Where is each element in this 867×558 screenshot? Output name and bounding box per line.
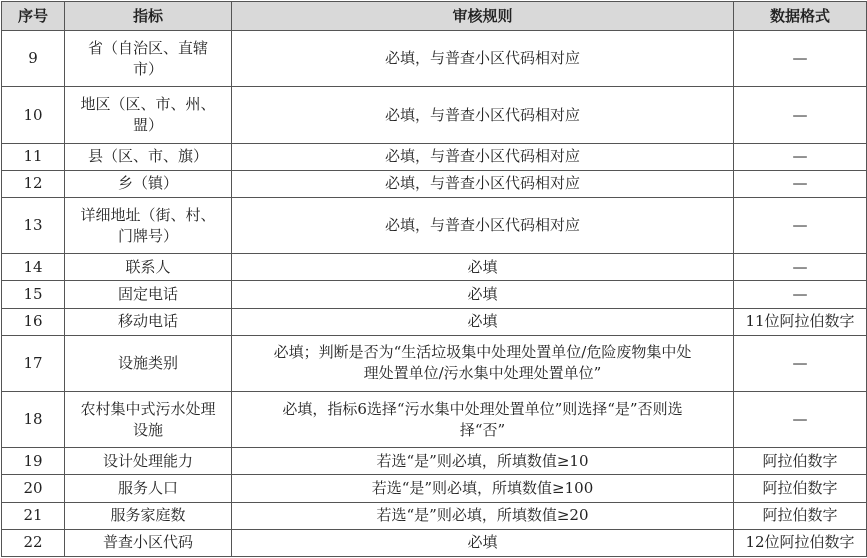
cell-indicator [65,143,232,170]
cell-indicator [65,335,232,391]
cell-seq: 20 [2,475,65,502]
cell-seq: 22 [2,529,65,556]
indicator-line: 乡（镇） [117,174,178,193]
table-row [2,281,867,308]
rule-line: 择“否” [459,420,506,439]
cell-format: — [734,392,867,448]
cell-indicator [65,529,232,556]
rule-line: 必填，与普查小区代码相对应 [384,174,580,193]
cell-rule [232,335,734,391]
rule-line: 必填，指标6选择“污水集中处理处置单位”则选择“是”否则选 [282,399,683,418]
cell-rule [232,170,734,197]
cell-rule [232,31,734,87]
table-row [2,87,867,143]
cell-format: — [734,143,867,170]
rule-line: 必填，与普查小区代码相对应 [384,216,580,235]
cell-seq: 17 [2,335,65,391]
table-body [2,31,867,557]
indicator-line: 盟） [132,116,163,135]
table-row [2,254,867,281]
cell-seq: 12 [2,170,65,197]
indicator-line: 设计处理能力 [102,451,193,470]
indicator-line: 详细地址（街、村、 [80,205,216,224]
table-row [2,335,867,391]
cell-rule [232,143,734,170]
table-row [2,529,867,556]
table-row [2,448,867,475]
cell-format: 阿拉伯数字 [734,502,867,529]
cell-indicator [65,87,232,143]
indicator-line: 普查小区代码 [102,533,193,552]
cell-format: — [734,87,867,143]
cell-rule [232,254,734,281]
cell-seq: 9 [2,31,65,87]
cell-indicator [65,281,232,308]
cell-indicator [65,254,232,281]
cell-seq: 14 [2,254,65,281]
cell-format: 阿拉伯数字 [734,475,867,502]
cell-rule [232,529,734,556]
indicator-line: 移动电话 [117,312,178,331]
rule-line: 若选“是”则必填，所填数值≥10 [376,451,589,470]
cell-format: — [734,281,867,308]
cell-indicator [65,31,232,87]
cell-indicator [65,170,232,197]
cell-rule [232,448,734,475]
table-row [2,308,867,335]
table-row [2,170,867,197]
table-row [2,143,867,170]
table-row [2,475,867,502]
indicator-line: 服务人口 [117,479,178,498]
cell-indicator [65,502,232,529]
cell-seq: 19 [2,448,65,475]
rule-line: 若选“是”则必填，所填数值≥100 [371,479,594,498]
rule-line: 必填 [467,312,498,331]
indicator-line: 服务家庭数 [110,506,186,525]
rule-line: 必填，与普查小区代码相对应 [384,49,580,68]
cell-format: — [734,31,867,87]
indicator-line: 农村集中式污水处理 [80,399,216,418]
cell-format: — [734,197,867,253]
rule-line: 必填，与普查小区代码相对应 [384,105,580,124]
cell-format: 12位阿拉伯数字 [734,529,867,556]
table-row [2,392,867,448]
cell-format: — [734,254,867,281]
indicator-line: 县（区、市、旗） [87,147,208,166]
indicator-line: 固定电话 [117,284,178,303]
cell-indicator [65,197,232,253]
cell-seq: 15 [2,281,65,308]
cell-rule [232,197,734,253]
cell-indicator [65,392,232,448]
indicator-line: 地区（区、市、州、 [80,95,216,114]
cell-indicator [65,475,232,502]
header-indicator: 指标 [65,2,232,31]
rule-line: 必填，与普查小区代码相对应 [384,147,580,166]
cell-seq: 21 [2,502,65,529]
header-row [2,2,867,31]
table-row [2,502,867,529]
cell-seq: 13 [2,197,65,253]
cell-rule [232,392,734,448]
indicator-line: 联系人 [125,257,171,276]
header-format: 数据格式 [734,2,867,31]
indicator-line: 设施 [132,420,163,439]
table-row [2,31,867,87]
indicator-line: 市） [132,59,163,78]
table-header [2,2,867,31]
cell-format: 阿拉伯数字 [734,448,867,475]
cell-rule [232,502,734,529]
rule-line: 理处置单位/污水集中处理处置单位” [363,364,602,383]
rule-line: 必填 [467,257,498,276]
cell-seq: 16 [2,308,65,335]
cell-seq: 10 [2,87,65,143]
indicator-line: 设施类别 [117,353,178,372]
rule-line: 必填 [467,533,498,552]
cell-rule [232,281,734,308]
cell-indicator [65,308,232,335]
cell-rule [232,308,734,335]
rule-line: 必填 [467,284,498,303]
cell-rule [232,475,734,502]
rule-line: 若选“是”则必填，所填数值≥20 [376,506,589,525]
header-seq: 序号 [2,2,65,31]
cell-format: 11位阿拉伯数字 [734,308,867,335]
indicator-line: 门牌号） [117,226,178,245]
cell-format: — [734,335,867,391]
audit-rules-table [1,1,867,557]
table-row [2,197,867,253]
indicator-line: 省（自治区、直辖 [87,38,208,57]
cell-format: — [734,170,867,197]
rule-line: 必填；判断是否为“生活垃圾集中处理处置单位/危险废物集中处 [273,343,692,362]
cell-seq: 11 [2,143,65,170]
cell-seq: 18 [2,392,65,448]
cell-indicator [65,448,232,475]
cell-rule [232,87,734,143]
header-rule: 审核规则 [232,2,734,31]
